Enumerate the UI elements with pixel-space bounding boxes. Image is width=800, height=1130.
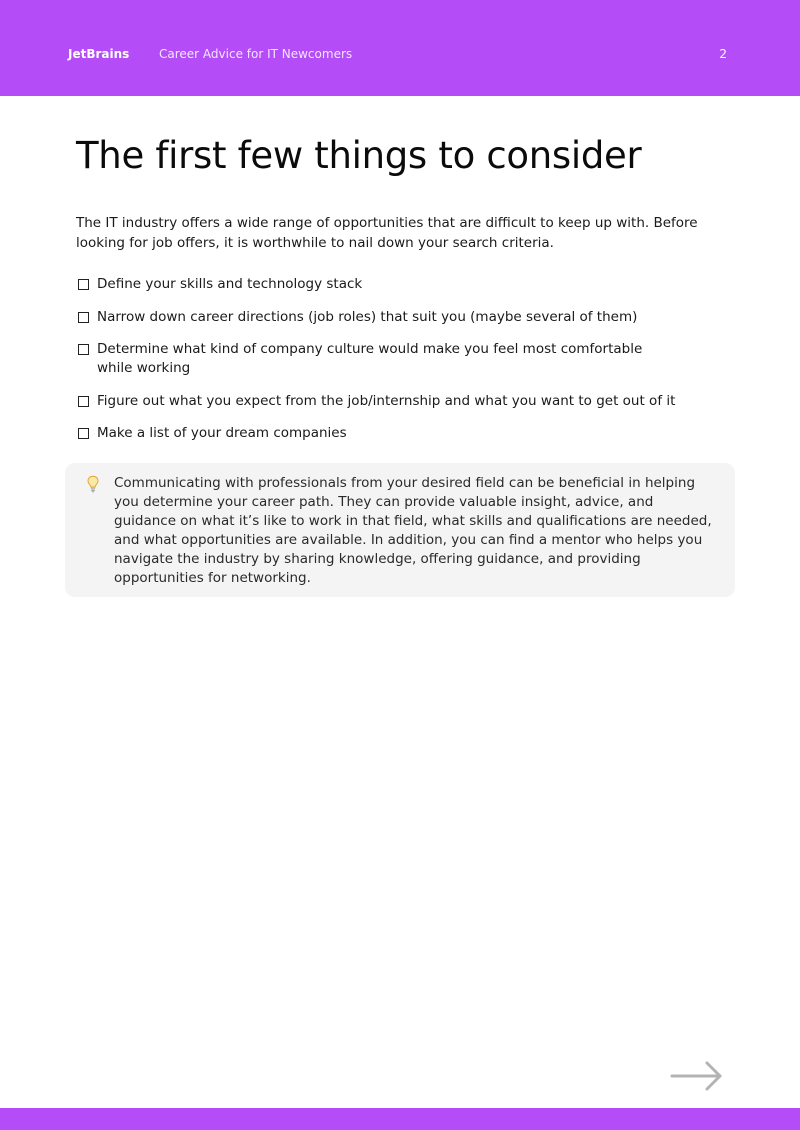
checkbox-icon[interactable] bbox=[78, 428, 89, 439]
checklist-item-label: Narrow down career directions (job roles) that suit you (maybe several of them) bbox=[97, 308, 638, 325]
tip-text: Communicating with professionals from your desired field can be beneficial in helping you determine your career path. They can provide valuable insight, advice, and guidance on what it’s like to work in that field, what skills and qualifications are needed, and what opportunities are available. In addition, you can find a mentor who helps you navigate the industry by sharing knowledge, offering guidance, and providing opportunities for networking. bbox=[114, 475, 712, 586]
tip-callout bbox=[65, 463, 735, 597]
checkbox-icon[interactable] bbox=[78, 312, 89, 323]
checkbox-icon[interactable] bbox=[78, 279, 89, 290]
checkbox-icon[interactable] bbox=[78, 344, 89, 355]
checklist-item bbox=[76, 392, 736, 411]
checklist-item bbox=[76, 340, 736, 378]
arrow-right-icon[interactable] bbox=[670, 1060, 724, 1092]
page-title: The first few things to consider bbox=[76, 134, 642, 177]
checklist-item bbox=[76, 275, 736, 294]
checklist-item-label: Figure out what you expect from the job/internship and what you want to get out of it bbox=[97, 392, 676, 409]
document-title: Career Advice for IT Newcomers bbox=[159, 47, 353, 61]
checkbox-icon[interactable] bbox=[78, 396, 89, 407]
checklist-item bbox=[76, 424, 736, 443]
checklist-item-label: Define your skills and technology stack bbox=[97, 276, 363, 292]
checklist-item bbox=[76, 308, 736, 327]
page-number: 2 bbox=[719, 47, 727, 61]
page-header bbox=[0, 0, 800, 96]
checklist-item-label: Make a list of your dream companies bbox=[97, 425, 347, 441]
brand-logo-text: JetBrains bbox=[68, 47, 130, 61]
criteria-checklist bbox=[76, 275, 736, 457]
checklist-item-label: Determine what kind of company culture would make you feel most comfortable while working bbox=[97, 341, 643, 376]
lightbulb-icon bbox=[85, 474, 101, 494]
page-footer bbox=[0, 1108, 800, 1130]
intro-paragraph: The IT industry offers a wide range of opportunities that are difficult to keep up with. Before looking for job offers, it is worthwhile to nail down your search criteria. bbox=[76, 215, 698, 251]
